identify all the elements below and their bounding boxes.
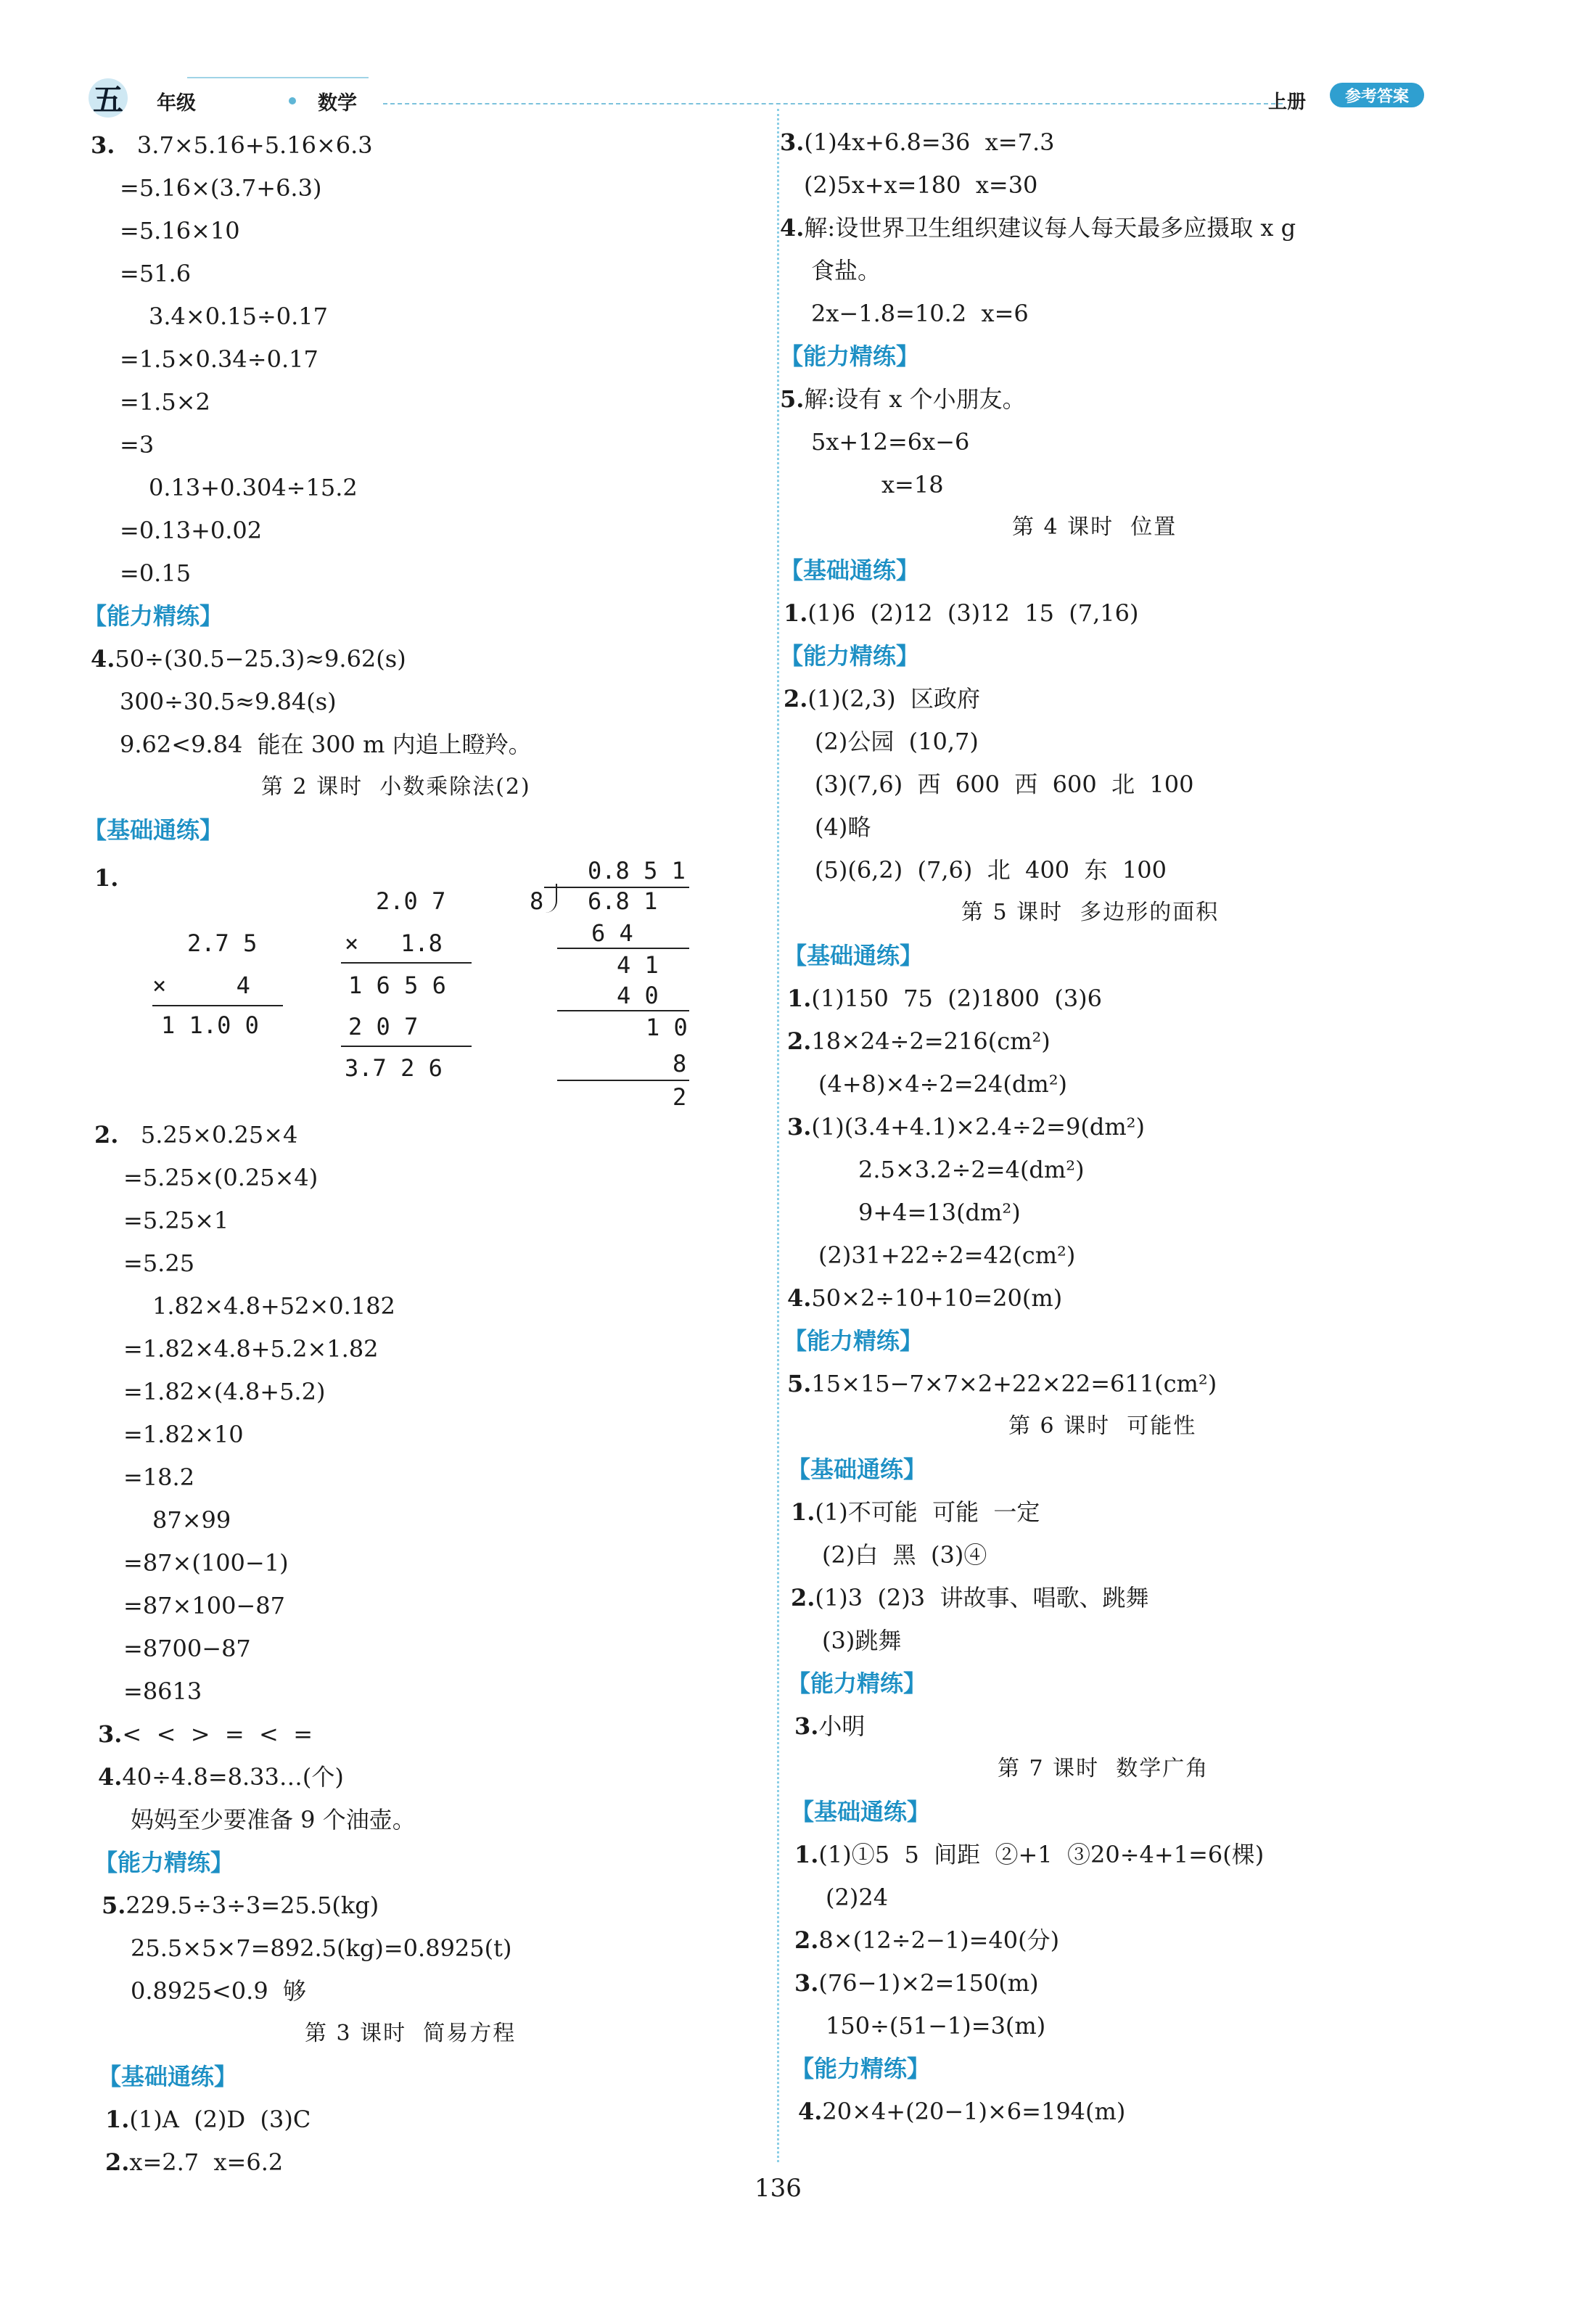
answer-line: 4.解:设世界卫生组织建议每人每天最多应摄取 x g bbox=[780, 214, 1296, 242]
answer-line: =1.82×4.8+5.2×1.82 bbox=[123, 1335, 379, 1363]
lesson-title: 第 5 课时 多边形的面积 bbox=[961, 900, 1220, 925]
answer-line: 3.(1)(3.4+4.1)×2.4÷2=9(dm²) bbox=[787, 1113, 1145, 1141]
answer-line: 2.8×(12÷2−1)=40(分) bbox=[794, 1926, 1060, 1954]
answer-line: 25.5×5×7=892.5(kg)=0.8925(t) bbox=[131, 1934, 512, 1962]
section-heading: 【能力精练】 bbox=[780, 342, 920, 370]
header-dot bbox=[289, 97, 296, 104]
lesson-title: 第 4 课时 位置 bbox=[1012, 514, 1177, 540]
answer-line: 1.(1)不可能 可能 一定 bbox=[791, 1498, 1040, 1526]
answer-line: 2.(1)3 (2)3 讲故事、唱歌、跳舞 bbox=[791, 1584, 1149, 1611]
answer-line: =5.16×10 bbox=[120, 217, 240, 245]
grade-label: 年级 bbox=[157, 92, 196, 115]
question-number: 1. bbox=[94, 864, 119, 892]
calc-row: 1 1.0 0 bbox=[161, 1011, 259, 1039]
section-heading: 【能力精练】 bbox=[784, 1327, 924, 1355]
answer-line: =51.6 bbox=[120, 260, 192, 287]
answer-line: 1.(1)A (2)D (3)C bbox=[105, 2106, 311, 2133]
calc-rule bbox=[557, 948, 689, 949]
answer-line: 4.50÷(30.5−25.3)≈9.62(s) bbox=[91, 645, 406, 673]
answer-line: 4.40÷4.8=8.33…(个) bbox=[98, 1763, 344, 1791]
answer-line: x=18 bbox=[881, 471, 944, 498]
section-heading: 【基础通练】 bbox=[787, 1455, 927, 1483]
answer-line: 食盐。 bbox=[811, 257, 881, 284]
section-heading: 【基础通练】 bbox=[98, 2063, 238, 2090]
answer-tag: 参考答案 bbox=[1330, 83, 1424, 107]
answer-line: =3 bbox=[120, 431, 155, 459]
answer-line: =1.5×0.34÷0.17 bbox=[120, 345, 318, 373]
calc-row: 6.8 1 bbox=[588, 887, 658, 915]
header-dashed-line bbox=[383, 103, 1283, 104]
calc-row: 2 bbox=[673, 1083, 687, 1111]
answer-line: 3.< < > = < = bbox=[98, 1720, 313, 1748]
answer-line: 0.8925<0.9 够 bbox=[131, 1977, 307, 2005]
answer-line: 4.50×2÷10+10=20(m) bbox=[787, 1284, 1063, 1312]
answer-line: =5.16×(3.7+6.3) bbox=[120, 174, 322, 202]
answer-line: 3.(76−1)×2=150(m) bbox=[794, 1969, 1039, 1997]
answer-line: (2)5x+x=180 x=30 bbox=[804, 171, 1038, 199]
calc-row: 1 0 bbox=[646, 1014, 688, 1041]
answer-line: =1.82×10 bbox=[123, 1421, 244, 1448]
answer-line: 9.62<9.84 能在 300 m 内追上瞪羚。 bbox=[120, 731, 532, 758]
calc-row: 4 1 bbox=[617, 951, 659, 979]
page-number: 136 bbox=[755, 2174, 802, 2203]
answer-line: 3. 3.7×5.16+5.16×6.3 bbox=[91, 131, 373, 159]
calc-row: × 1.8 bbox=[345, 929, 443, 957]
calc-rule bbox=[152, 1005, 283, 1006]
calc-rule bbox=[557, 1080, 689, 1081]
answer-line: 1.(1)①5 5 间距 ②+1 ③20÷4+1=6(棵) bbox=[794, 1841, 1265, 1868]
answer-line: 2.5×3.2÷2=4(dm²) bbox=[858, 1156, 1085, 1183]
answer-line: (3)跳舞 bbox=[822, 1627, 902, 1654]
calc-row: 2.0 7 bbox=[376, 887, 446, 915]
calc-row: 2 0 7 bbox=[348, 1013, 419, 1040]
answer-line: 1.(1)6 (2)12 (3)12 15 (7,16) bbox=[784, 599, 1139, 627]
answer-line: 5.解:设有 x 个小朋友。 bbox=[780, 385, 1026, 413]
answer-line: 2.18×24÷2=216(cm²) bbox=[787, 1027, 1051, 1055]
answer-line: =18.2 bbox=[123, 1463, 195, 1491]
answer-line: 3.小明 bbox=[794, 1712, 866, 1740]
column-divider bbox=[777, 109, 779, 2162]
answer-line: =0.15 bbox=[120, 559, 192, 587]
answer-line: =5.25×(0.25×4) bbox=[123, 1164, 318, 1191]
calc-row: 2.7 5 bbox=[187, 929, 258, 957]
answer-line: =87×100−87 bbox=[123, 1592, 285, 1619]
answer-line: 3.4×0.15÷0.17 bbox=[149, 303, 329, 330]
answer-line: =1.5×2 bbox=[120, 388, 210, 416]
answer-line: =5.25 bbox=[123, 1249, 195, 1277]
answer-line: 2x−1.8=10.2 x=6 bbox=[811, 300, 1029, 327]
calc-rule bbox=[557, 1010, 689, 1011]
answer-line: =1.82×(4.8+5.2) bbox=[123, 1378, 326, 1405]
calc-row: 4 0 bbox=[617, 982, 659, 1009]
answer-line: =5.25×1 bbox=[123, 1207, 229, 1234]
answer-line: 87×99 bbox=[152, 1506, 231, 1534]
calc-row: 8 bbox=[673, 1050, 687, 1077]
answer-line: 5.229.5÷3÷3=25.5(kg) bbox=[102, 1892, 379, 1919]
subject-label: 数学 bbox=[318, 92, 357, 115]
lesson-title: 第 2 课时 小数乘除法(2) bbox=[261, 774, 531, 800]
answer-line: =8700−87 bbox=[123, 1635, 251, 1662]
volume-label: 上册 bbox=[1268, 91, 1307, 113]
answer-line: 3.(1)4x+6.8=36 x=7.3 bbox=[780, 128, 1055, 156]
calc-row: 1 6 5 6 bbox=[348, 972, 446, 999]
division-bracket bbox=[546, 884, 557, 913]
calc-row: 3.7 2 6 bbox=[345, 1054, 443, 1082]
answer-line: 4.20×4+(20−1)×6=194(m) bbox=[798, 2098, 1126, 2125]
answer-line: (4)略 bbox=[815, 813, 871, 841]
calc-row: 6 4 bbox=[591, 919, 633, 947]
answer-line: (2)31+22÷2=42(cm²) bbox=[818, 1241, 1076, 1269]
answer-line: =87×(100−1) bbox=[123, 1549, 289, 1577]
calc-rule bbox=[341, 1046, 472, 1047]
answer-line: 1.82×4.8+52×0.182 bbox=[152, 1292, 395, 1320]
section-heading: 【基础通练】 bbox=[83, 816, 223, 844]
answer-line: 妈妈至少要准备 9 个油壶。 bbox=[131, 1806, 416, 1834]
section-heading: 【基础通练】 bbox=[791, 1798, 931, 1826]
answer-line: 1.(1)150 75 (2)1800 (3)6 bbox=[787, 985, 1103, 1012]
lesson-title: 第 6 课时 可能性 bbox=[1008, 1413, 1197, 1439]
answer-line: 2.(1)(2,3) 区政府 bbox=[784, 685, 980, 713]
answer-line: 9+4=13(dm²) bbox=[858, 1199, 1021, 1226]
answer-line: (5)(6,2) (7,6) 北 400 东 100 bbox=[815, 856, 1167, 884]
answer-line: (4+8)×4÷2=24(dm²) bbox=[818, 1070, 1067, 1098]
answer-line: (2)白 黑 (3)④ bbox=[822, 1541, 987, 1569]
lesson-title: 第 3 课时 简易方程 bbox=[305, 2021, 517, 2046]
answer-line: 0.13+0.304÷15.2 bbox=[149, 474, 358, 501]
calc-row: 8 bbox=[530, 887, 544, 915]
answer-line: 5.15×15−7×7×2+22×22=611(cm²) bbox=[787, 1370, 1217, 1397]
page-header bbox=[78, 73, 1428, 116]
section-heading: 【能力精练】 bbox=[791, 2055, 931, 2082]
section-heading: 【能力精练】 bbox=[780, 642, 920, 670]
lesson-title: 第 7 课时 数学广角 bbox=[998, 1756, 1209, 1781]
answer-line: 2. 5.25×0.25×4 bbox=[94, 1121, 298, 1149]
answer-line: 2.x=2.7 x=6.2 bbox=[105, 2148, 284, 2176]
answer-line: (3)(7,6) 西 600 西 600 北 100 bbox=[815, 771, 1194, 798]
answer-line: (2)公园 (10,7) bbox=[815, 728, 979, 755]
answer-line: =0.13+0.02 bbox=[120, 517, 263, 544]
grade-badge: 五 bbox=[89, 78, 128, 118]
answer-line: 150÷(51−1)=3(m) bbox=[826, 2012, 1046, 2040]
answer-line: 5x+12=6x−6 bbox=[811, 428, 970, 456]
calc-rule bbox=[341, 962, 472, 964]
section-heading: 【能力精练】 bbox=[94, 1849, 234, 1876]
answer-line: =8613 bbox=[123, 1678, 202, 1705]
section-heading: 【能力精练】 bbox=[83, 602, 223, 630]
section-heading: 【能力精练】 bbox=[787, 1670, 927, 1697]
section-heading: 【基础通练】 bbox=[780, 557, 920, 584]
calc-row: 0.8 5 1 bbox=[588, 857, 686, 884]
header-swoosh bbox=[187, 77, 369, 78]
calc-row: × 4 bbox=[152, 972, 250, 999]
section-heading: 【基础通练】 bbox=[784, 942, 924, 969]
answer-line: (2)24 bbox=[826, 1884, 889, 1911]
answer-line: 300÷30.5≈9.84(s) bbox=[120, 688, 337, 715]
